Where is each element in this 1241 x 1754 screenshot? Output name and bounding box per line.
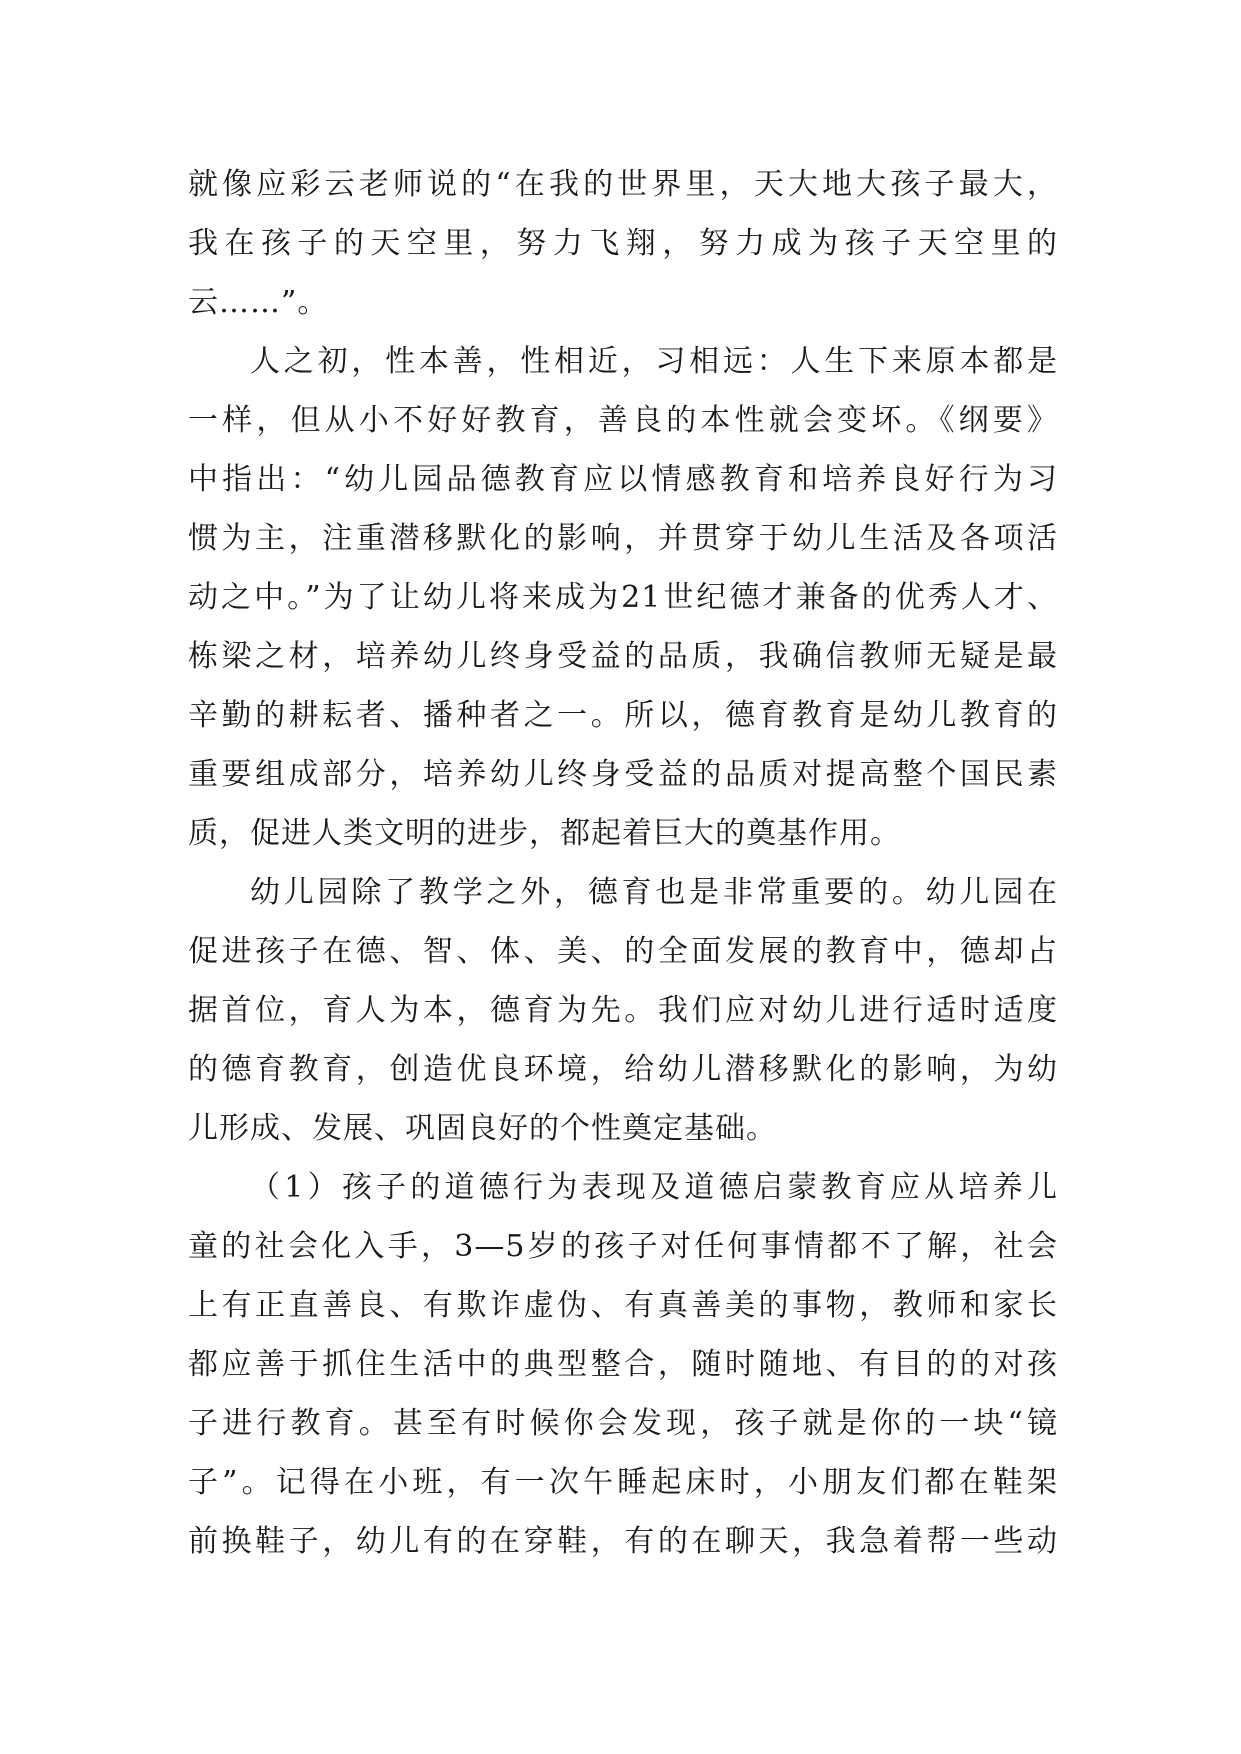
text-line: （1）孩子的道德行为表现及道德启蒙教育应从培养儿 (250, 1170, 1058, 1205)
text-line: 都应善于抓住生活中的典型整合，随时随地、有目的的对孩 (188, 1347, 1058, 1382)
text-line: 据首位，育人为本，德育为先。我们应对幼儿进行适时适度 (188, 993, 1058, 1028)
paragraph-1 (188, 155, 1058, 332)
text-line: 就像应彩云老师说的“在我的世界里，天大地大孩子最大， (188, 167, 1058, 202)
body-text (188, 155, 1058, 1571)
text-line: 中指出：“幼儿园品德教育应以情感教育和培养良好行为习 (188, 462, 1058, 497)
text-line: 子”。记得在小班，有一次午睡起床时，小朋友们都在鞋架 (188, 1465, 1058, 1500)
text-line: 质，促进人类文明的进步，都起着巨大的奠基作用。 (188, 816, 901, 851)
text-line: 儿形成、发展、巩固良好的个性奠定基础。 (188, 1111, 777, 1146)
text-line: 幼儿园除了教学之外，德育也是非常重要的。幼儿园在 (250, 875, 1058, 910)
text-line: 云……”。 (188, 285, 329, 320)
text-line: 一样，但从小不好好教育，善良的本性就会变坏。《纲要》 (188, 403, 1058, 438)
text-line: 辛勤的耕耘者、播种者之一。所以，德育教育是幼儿教育的 (188, 698, 1058, 733)
text-line: 促进孩子在德、智、体、美、的全面发展的教育中，德却占 (188, 934, 1058, 969)
text-line: 前换鞋子，幼儿有的在穿鞋，有的在聊天，我急着帮一些动 (188, 1524, 1058, 1559)
paragraph-3 (188, 863, 1058, 1158)
text-line: 动之中。”为了让幼儿将来成为21世纪德才兼备的优秀人才、 (188, 580, 1058, 615)
text-line: 童的社会化入手，3—5岁的孩子对任何事情都不了解，社会 (188, 1229, 1058, 1264)
text-line: 上有正直善良、有欺诈虚伪、有真善美的事物，教师和家长 (188, 1288, 1058, 1323)
paragraph-2 (188, 332, 1058, 863)
text-line: 栋梁之材，培养幼儿终身受益的品质，我确信教师无疑是最 (188, 639, 1058, 674)
text-line: 子进行教育。甚至有时候你会发现，孩子就是你的一块“镜 (188, 1406, 1058, 1441)
text-line: 我在孩子的天空里，努力飞翔，努力成为孩子天空里的 (188, 226, 1058, 261)
paragraph-4 (188, 1158, 1058, 1571)
text-line: 的德育教育，创造优良环境，给幼儿潜移默化的影响，为幼 (188, 1052, 1058, 1087)
text-line: 人之初，性本善，性相近，习相远：人生下来原本都是 (250, 344, 1058, 379)
text-line: 惯为主，注重潜移默化的影响，并贯穿于幼儿生活及各项活 (188, 521, 1058, 556)
text-line: 重要组成部分，培养幼儿终身受益的品质对提高整个国民素 (188, 757, 1058, 792)
